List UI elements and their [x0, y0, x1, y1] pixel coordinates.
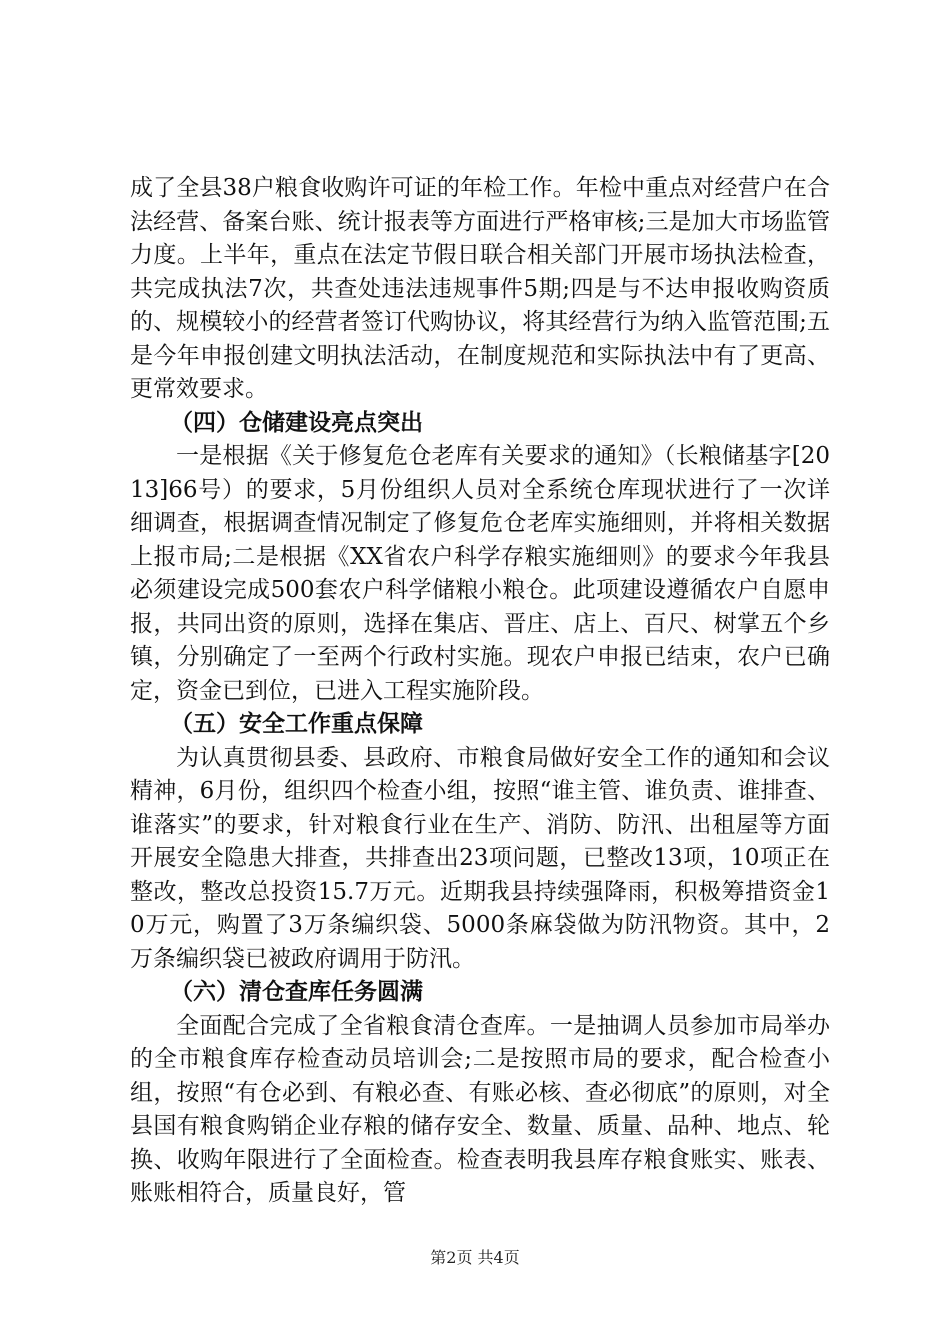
paragraph-safety: 为认真贯彻县委、县政府、市粮食局做好安全工作的通知和会议精神，6月份，组织四个检查小组，按照“谁主管、谁负责、谁排查、谁落实”的要求，针对粮食行业在生产、消防、防汛、出租屋等方面开展安全隐患大排查，共排查出23项问题，已整改13项，10项正在整改，整改总投资15.7万元。近期我县持续强降雨，积极筹措资金10万元，购置了3万条编织袋、5000条麻袋做为防汛物资。其中，2万条编织袋已被政府调用于防汛。	[130, 744, 830, 972]
section-heading-6: （六）清仓查库任务圆满	[170, 979, 423, 1005]
section-heading-5: （五）安全工作重点保障	[170, 711, 423, 737]
paragraph-storage: 一是根据《关于修复危仓老库有关要求的通知》（长粮储基字[2013]66号）的要求，5月份组织人员对全系统仓库现状进行了一次详细调查，根据调查情况制定了修复危仓老库实施细则，并将相关数据上报市局;二是根据《XX省农户科学存粮实施细则》的要求今年我县必须建设完成500套农户科学储粮小粮仓。此项建设遵循农户自愿申报，共同出资的原则，选择在集店、晋庄、店上、百尺、树掌五个乡镇，分别确定了一至两个行政村实施。现农户申报已结束，农户已确定，资金已到位，已进入工程实施阶段。	[130, 443, 830, 704]
document-page	[130, 172, 830, 1211]
section-heading-4: （四）仓储建设亮点突出	[170, 409, 423, 436]
paragraph-inventory-check: 全面配合完成了全省粮食清仓查库。一是抽调人员参加市局举办的全市粮食库存检查动员培训会;二是按照市局的要求，配合检查小组，按照“有仓必到、有粮必查、有账必核、查必彻底”的原则，对全县国有粮食购销企业存粮的储存安全、数量、质量、品种、地点、轮换、收购年限进行了全面检查。检查表明我县库存粮食账实、账表、账账相符合，质量良好，管	[130, 1012, 830, 1206]
page-number-footer: 第2页 共4页	[430, 1248, 520, 1267]
paragraph-continued: 成了全县38户粮食收购许可证的年检工作。年检中重点对经营户在合法经营、备案台账、统计报表等方面进行严格审核;三是加大市场监管力度。上半年，重点在法定节假日联合相关部门开展市场执法检查，共完成执法7次，共查处违法违规事件5期;四是与不达申报收购资质的、规模较小的经营者签订代购协议，将其经营行为纳入监管范围;五是今年申报创建文明执法活动，在制度规范和实际执法中有了更高、更常效要求。	[130, 175, 830, 402]
